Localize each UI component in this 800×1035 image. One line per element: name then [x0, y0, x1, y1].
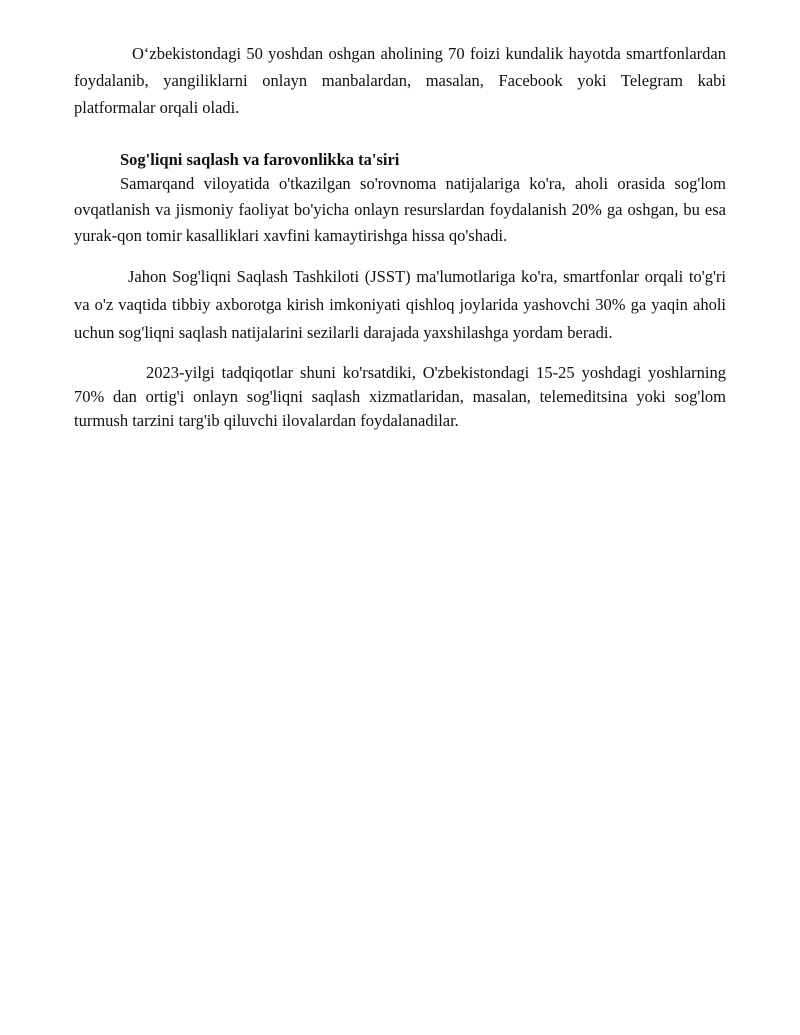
paragraph-samarkand-survey: Samarqand viloyatida o'tkazilgan so'rovnoma natijalariga ko'ra, aholi orasida sog'lom ovqatlanish va jismoniy faoliyat bo'yicha onlayn resurslardan foydalanish 20% ga oshgan, bu esa yurak-qon tomir kasalliklari xavfini kamaytirishga hissa qo'shadi. [74, 174, 726, 245]
document-page [74, 40, 726, 433]
paragraph-2023-research: 2023-yilgi tadqiqotlar shuni ko'rsatdiki, O'zbekistondagi 15-25 yoshdagi yoshlarning 70% dan ortig'i onlayn sog'liqni saqlash xizmatlaridan, masalan, telemeditsina yoki sog'lom turmush tarzini targ'ib qiluvchi ilovalardan foydalanadilar. [74, 363, 726, 430]
paragraph-smartphone-usage: O‘zbekistondagi 50 yoshdan oshgan aholining 70 foizi kundalik hayotda smartfonlardan foydalanib, yangiliklarni onlayn manbalardan, masalan, Facebook yoki Telegram kabi platformalar orqali oladi. [74, 44, 726, 117]
paragraph-who-data: Jahon Sog'liqni Saqlash Tashkiloti (JSST) ma'lumotlariga ko'ra, smartfonlar orqali to'g'ri va o'z vaqtida tibbiy axborotga kirish imkoniyati qishloq joylarida yashovchi 30% ga yaqin aholi uchun sog'liqni saqlash natijalarini sezilarli darajada yaxshilashga yordam beradi. [74, 267, 726, 342]
section-heading: Sog'liqni saqlash va farovonlikka ta'siri [120, 150, 400, 169]
